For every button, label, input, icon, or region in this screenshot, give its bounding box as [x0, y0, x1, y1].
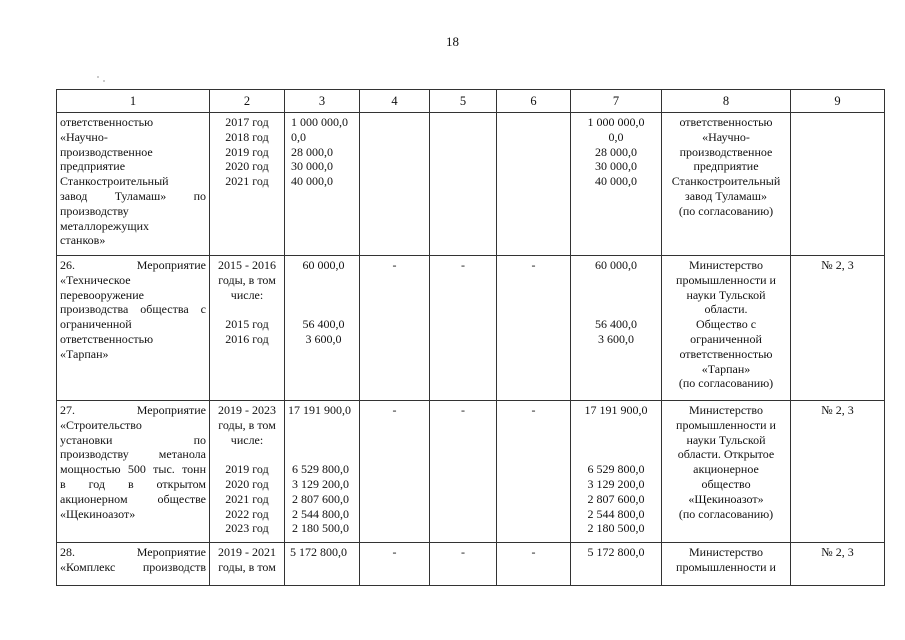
amount-value: 28 000,0 [595, 144, 637, 159]
year-label: 2019 год [225, 462, 269, 477]
amount-cell [285, 543, 360, 586]
header-row [57, 90, 885, 113]
responsible-cell [662, 401, 791, 543]
text-line: завод Туламаш» по [60, 188, 206, 203]
col5-cell [430, 113, 497, 256]
header-cell: 9 [791, 90, 885, 113]
program-table [56, 89, 885, 586]
year-label: 2021 год [225, 174, 269, 189]
col6-cell: - [497, 256, 571, 401]
total-value: 17 191 900,0 [288, 403, 351, 417]
year-label: 2022 год [225, 506, 269, 521]
table-row [57, 401, 885, 543]
measure-name-cell [57, 256, 210, 401]
amount-cell [285, 256, 360, 401]
total-value: 17 191 900,0 [584, 403, 648, 417]
col4-cell: - [360, 401, 430, 543]
text-line: Станкостроительный [60, 174, 169, 189]
text-line: производства общества с [60, 302, 206, 317]
text-line: 27. Мероприятие [60, 403, 206, 417]
text-line: ответственностью [60, 331, 154, 346]
text-line: «Техническое [60, 272, 131, 287]
text-line: ответственностью [679, 115, 773, 129]
amount-value: 2 807 600,0 [587, 491, 645, 506]
text-line: установки по [60, 432, 206, 447]
period-label: 2019 - 2021 [218, 545, 276, 559]
amount-value: 28 000,0 [291, 144, 333, 159]
col6-cell [497, 113, 571, 256]
text-line: акционерное [693, 462, 759, 477]
period-label: числе: [230, 287, 264, 302]
total-value: 60 000,0 [595, 258, 637, 272]
text-line: производственное [679, 144, 773, 159]
amount-value: 2 544 800,0 [587, 506, 645, 521]
total-value: 5 172 800,0 [587, 545, 645, 559]
text-line: производству [60, 203, 129, 218]
year-label: 2016 год [225, 331, 269, 346]
text-line: 26. Мероприятие [60, 258, 206, 272]
text-line: ограниченной [690, 331, 762, 346]
text-line: промышленности и [676, 272, 776, 287]
scan-speck [97, 76, 99, 78]
text-line: «Научно- [702, 129, 750, 144]
col4-cell: - [360, 256, 430, 401]
text-line: ограниченной [60, 317, 132, 332]
text-line: производству метанола [60, 447, 206, 462]
amount-value: 2 807 600,0 [292, 491, 349, 506]
text-line: «Тарпан» [701, 361, 751, 376]
reference-cell: № 2, 3 [791, 256, 885, 401]
year-label: 2018 год [225, 129, 269, 144]
header-cell: 5 [430, 90, 497, 113]
period-label: 2015 - 2016 [218, 258, 276, 272]
year-label: 2015 год [225, 317, 269, 332]
measure-name-cell [57, 113, 210, 256]
years-cell [210, 256, 285, 401]
text-line: ответственностью [679, 346, 773, 361]
text-line: промышленности и [676, 417, 776, 432]
text-line: Министерство [689, 545, 763, 559]
period-label: годы, в том [218, 559, 276, 574]
years-cell [210, 543, 285, 586]
col7-cell [571, 113, 662, 256]
amount-value: 56 400,0 [302, 317, 345, 332]
text-line: производственное [60, 144, 153, 159]
text-line: Министерство [689, 258, 763, 272]
col6-cell: - [497, 543, 571, 586]
amount-value: 3 129 200,0 [292, 476, 349, 491]
text-line: «Строительство [60, 417, 142, 432]
amount-value: 30 000,0 [291, 159, 333, 174]
amount-value: 3 129 200,0 [587, 476, 645, 491]
text-line: металлорежущих [60, 218, 149, 233]
years-cell [210, 113, 285, 256]
table-row [57, 256, 885, 401]
period-label: числе: [230, 432, 264, 447]
col7-cell [571, 256, 662, 401]
col5-cell: - [430, 543, 497, 586]
text-line: области. [704, 302, 748, 317]
amount-cell [285, 113, 360, 256]
header-cell: 3 [285, 90, 360, 113]
amount-value: 30 000,0 [595, 159, 637, 174]
year-label: 2021 год [225, 491, 269, 506]
text-line: Министерство [689, 403, 763, 417]
year-label: 2017 год [225, 115, 269, 129]
text-line: промышленности и [676, 559, 776, 574]
responsible-cell [662, 113, 791, 256]
year-label: 2019 год [225, 144, 269, 159]
header-cell: 4 [360, 90, 430, 113]
years-cell [210, 401, 285, 543]
text-line: (по согласованию) [678, 376, 774, 391]
amount-value: 3 600,0 [305, 331, 342, 346]
header-cell: 7 [571, 90, 662, 113]
reference-cell: № 2, 3 [791, 543, 885, 586]
header-cell: 8 [662, 90, 791, 113]
text-line: «Научно- [60, 129, 108, 144]
text-line: «Щекиноазот» [688, 491, 764, 506]
text-line: «Комплекс производств [60, 559, 206, 574]
text-line: акционерном обществе [60, 491, 206, 506]
table-row [57, 113, 885, 256]
text-line: области. Открытое [677, 447, 775, 462]
amount-value: 0,0 [291, 129, 306, 144]
text-line: (по согласованию) [678, 203, 774, 218]
header-cell: 1 [57, 90, 210, 113]
header-cell: 2 [210, 90, 285, 113]
amount-value: 1 000 000,0 [587, 115, 645, 129]
amount-value: 2 544 800,0 [292, 506, 349, 521]
reference-cell: № 2, 3 [791, 401, 885, 543]
responsible-cell [662, 543, 791, 586]
col7-cell [571, 543, 662, 586]
header-cell: 6 [497, 90, 571, 113]
amount-value: 0,0 [608, 129, 624, 144]
period-label: 2019 - 2023 [218, 403, 276, 417]
text-line: станков» [60, 233, 106, 248]
year-label: 2023 год [225, 521, 269, 536]
col4-cell [360, 113, 430, 256]
year-label: 2020 год [225, 159, 269, 174]
amount-value: 6 529 800,0 [292, 462, 349, 477]
text-line: предприятие [693, 159, 759, 174]
col6-cell: - [497, 401, 571, 543]
amount-value: 2 180 500,0 [292, 521, 349, 536]
amount-value: 6 529 800,0 [587, 462, 645, 477]
text-line: науки Тульской [686, 287, 766, 302]
text-line: 28. Мероприятие [60, 545, 206, 559]
period-label: годы, в том [218, 272, 276, 287]
year-label: 2020 год [225, 476, 269, 491]
measure-name-cell [57, 401, 210, 543]
text-line: ответственностью [60, 115, 154, 129]
text-line: Станкостроительный [671, 174, 781, 189]
scan-speck [103, 80, 105, 82]
text-line: (по согласованию) [678, 506, 774, 521]
amount-value: 40 000,0 [291, 174, 333, 189]
text-line: «Щекиноазот» [60, 506, 136, 521]
text-line: общество [701, 476, 751, 491]
text-line: науки Тульской [686, 432, 766, 447]
amount-value: 3 600,0 [598, 331, 634, 346]
text-line: предприятие [60, 159, 126, 174]
page-number: 18 [446, 34, 459, 49]
amount-value: 40 000,0 [595, 174, 637, 189]
text-line: Общество с [695, 317, 757, 332]
col7-cell [571, 401, 662, 543]
text-line: в год в открытом [60, 476, 206, 491]
amount-value: 1 000 000,0 [291, 115, 348, 129]
text-line: «Тарпан» [60, 346, 109, 361]
col5-cell: - [430, 256, 497, 401]
col4-cell: - [360, 543, 430, 586]
total-value: 60 000,0 [302, 258, 345, 272]
amount-value: 56 400,0 [595, 317, 637, 332]
col5-cell: - [430, 401, 497, 543]
period-label: годы, в том [218, 417, 276, 432]
text-line: завод Туламаш» [684, 188, 767, 203]
reference-cell [791, 113, 885, 256]
measure-name-cell [57, 543, 210, 586]
amount-value: 2 180 500,0 [587, 521, 645, 536]
amount-cell [285, 401, 360, 543]
text-line: мощностью 500 тыс. тонн [60, 462, 206, 477]
total-value: 5 172 800,0 [290, 545, 347, 559]
responsible-cell [662, 256, 791, 401]
table-row [57, 543, 885, 586]
text-line: перевооружение [60, 287, 144, 302]
